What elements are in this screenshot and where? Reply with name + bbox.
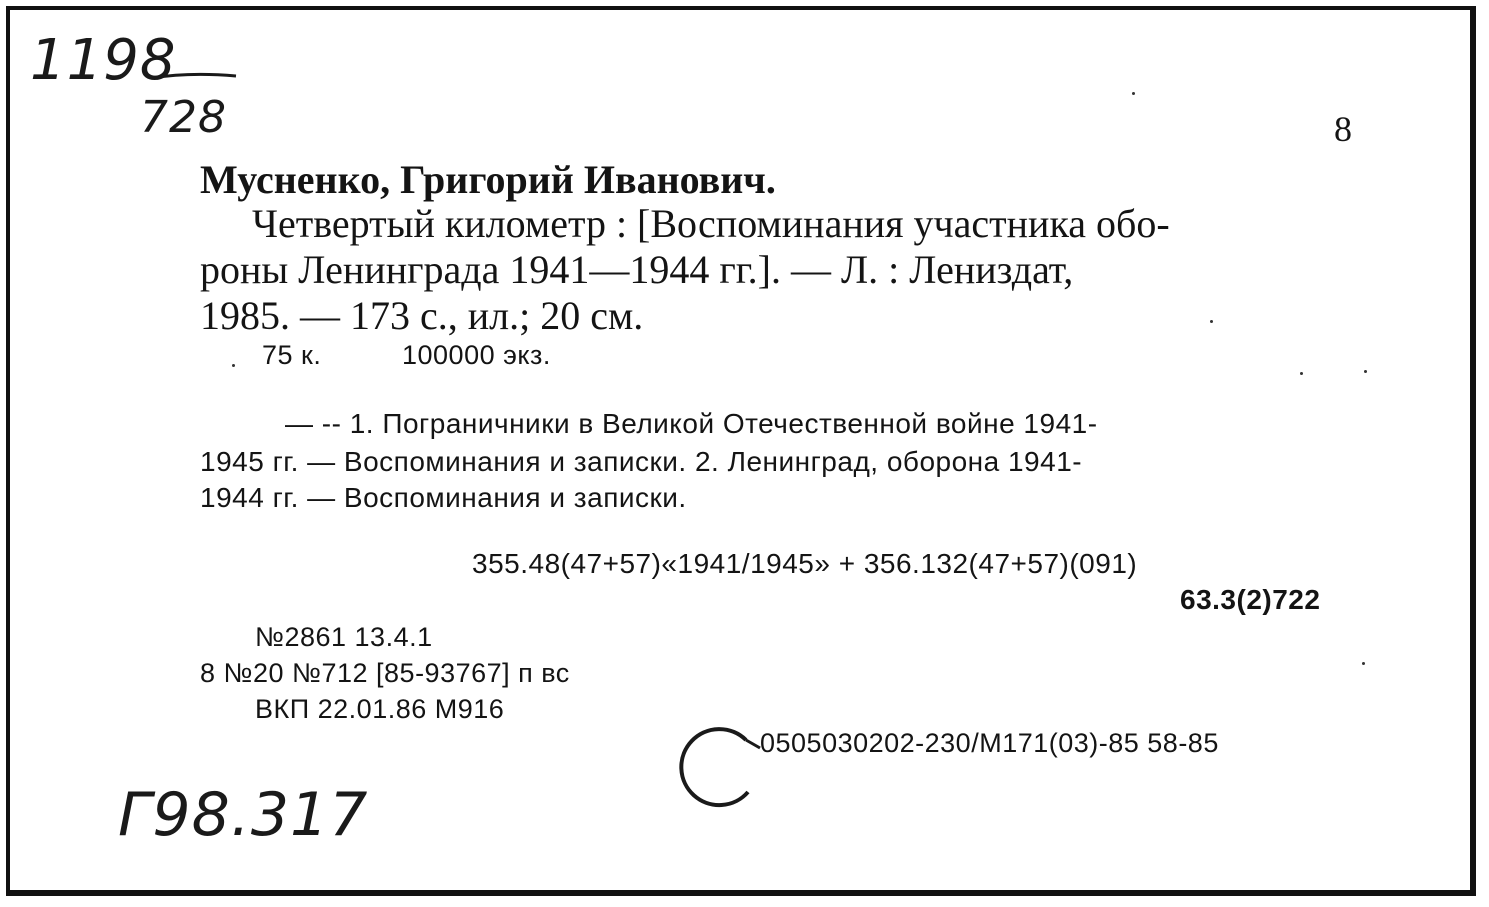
title-line-1: Четвертый километр : [Воспоминания участника обо-: [252, 201, 1170, 246]
scan-speck: [1132, 92, 1135, 95]
handwritten-underline: [150, 70, 240, 84]
scan-speck: [1300, 372, 1303, 375]
handwritten-number: 1198: [30, 28, 177, 93]
subjects-line-1: — -- 1. Пограничники в Великой Отечественной войне 1941-: [285, 408, 1098, 439]
service-line-1: №2861 13.4.1: [255, 622, 433, 652]
copies: 100000 экз.: [402, 340, 551, 370]
author-heading: Мусненко, Григорий Иванович.: [200, 157, 776, 202]
title-line-2: роны Ленинграда 1941—1944 гг.]. — Л. : Лениздат,: [200, 247, 1074, 292]
scan-speck: [1364, 370, 1367, 373]
scan-speck: [232, 364, 235, 367]
service-line-3: ВКП 22.01.86 М916: [255, 694, 505, 724]
handwritten-subnumber: 728: [140, 92, 227, 143]
service-line-2: 8 №20 №712 [85-93767] п вс: [200, 658, 570, 688]
subjects-line-3: 1944 гг. — Воспоминания и записки.: [200, 482, 687, 513]
title-line-3: 1985. — 173 с., ил.; 20 см.: [200, 293, 644, 338]
price: 75 к.: [262, 340, 322, 370]
circle-stamp-icon: [668, 722, 768, 822]
scan-speck: [1362, 662, 1365, 665]
order-code: 0505030202-230/М171(03)-85 58-85: [760, 728, 1219, 758]
handwritten-call-number: Г98.317: [118, 780, 369, 850]
card-number: 8: [1334, 109, 1352, 149]
udc-index: 355.48(47+57)«1941/1945» + 356.132(47+57)(091): [472, 548, 1138, 579]
scan-speck: [1210, 320, 1213, 323]
subjects-line-2: 1945 гг. — Воспоминания и записки. 2. Ленинград, оборона 1941-: [200, 446, 1083, 477]
bbk-index: 63.3(2)722: [1180, 584, 1321, 615]
